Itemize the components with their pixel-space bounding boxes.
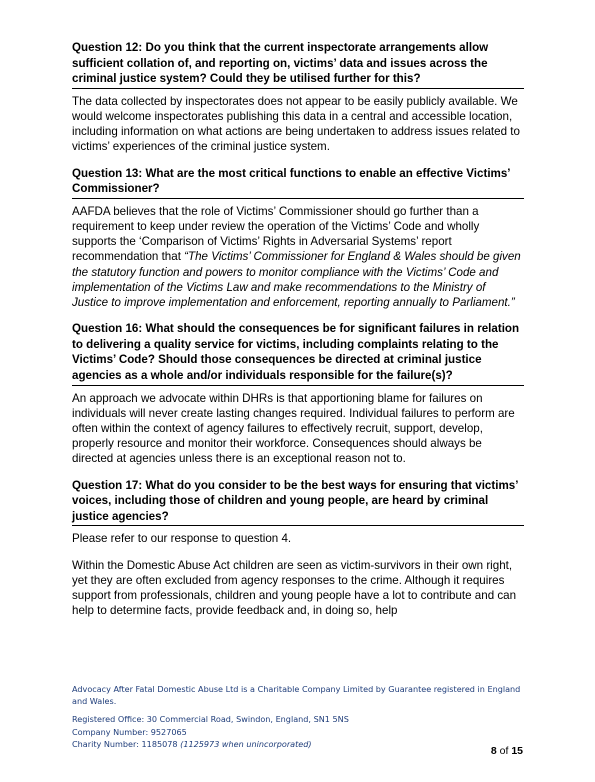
question-13-quote: “The Victims’ Commissioner for England & Wales should be given the statutory function and powers to monitor compliance with the Victims’ Code and implementation of the Victims Law and make recommendations to the Ministry of Justice to improve implementation and enforcement, reporting annually to Parliament.” — [72, 250, 521, 309]
question-16-heading: Question 16: What should the consequences be for significant failures in relation to delivering a quality service for victims, including complaints relating to the Victims’ Code? Should those consequences be directed at criminal justice agencies as a whole and/or individuals responsible for the failure(s)? — [72, 321, 524, 385]
page-separator: of — [496, 745, 512, 757]
question-12-answer: The data collected by inspectorates does not appear to be easily publicly available. We would welcome inspectorates publishing this data in a central and accessible location, including information on what actions are being undertaken to address issues related to victims’ experiences of the criminal justice system. — [72, 94, 520, 154]
charity-number-note: (1125973 when unincorporated) — [180, 738, 312, 749]
question-17-heading: Question 17: What do you consider to be the best ways for ensuring that victims’ voices, including those of children and young people, are heard by criminal justice agencies? — [72, 478, 524, 527]
question-16-answer: An approach we advocate within DHRs is that apportioning blame for failures on individuals will never create lasting changes required. Individual failures to perform are often within the context of agency failures to effectively recruit, support, develop, properly resource and monitor their workforce. Consequences should always be directed at agencies unless there is an exceptional reason not to. — [72, 391, 515, 466]
question-17-answer-1: Please refer to our response to question 4. — [72, 532, 292, 546]
charity-number-text: Charity Number: 1185078 — [72, 738, 181, 749]
question-12-heading: Question 12: Do you think that the current inspectorate arrangements allow sufficient collation of, and reporting on, victims’ data and issues across the criminal justice system? Could they be utilised further for this? — [72, 40, 524, 89]
question-13-answer — [72, 204, 524, 310]
page-number — [491, 745, 523, 757]
footer-charity-number — [72, 738, 532, 750]
question-13-answer-text: AAFDA believes that the role of Victims’ Commissioner should go further than a requirement to keep under review the operation of the Victims’ Code and wholly supports the ‘Comparison of Victims’ Rights in Adversarial Systems’ report recommendation that — [72, 204, 480, 264]
question-13-heading: Question 13: What are the most critical functions to enable an effective Victims’ Commissioner? — [72, 166, 524, 199]
footer-company-statement: Advocacy After Fatal Domestic Abuse Ltd is a Charitable Company Limited by Guarantee registered in England and Wales. — [72, 684, 521, 707]
page-footer — [72, 683, 532, 750]
question-17-answer-2: Within the Domestic Abuse Act children are seen as victim-survivors in their own right, yet they are often excluded from agency responses to the crime. Although it requires support from professionals, children and young people have a lot to contribute and can help to determine facts, provide feedback and, in doing so, help — [72, 558, 517, 618]
page-current: 8 — [490, 745, 497, 757]
document-body — [72, 40, 524, 629]
footer-company-number: Company Number: 9527065 — [72, 726, 187, 737]
footer-registered-office: Registered Office: 30 Commercial Road, Swindon, England, SN1 5NS — [72, 714, 349, 725]
page-total: 15 — [511, 745, 523, 757]
